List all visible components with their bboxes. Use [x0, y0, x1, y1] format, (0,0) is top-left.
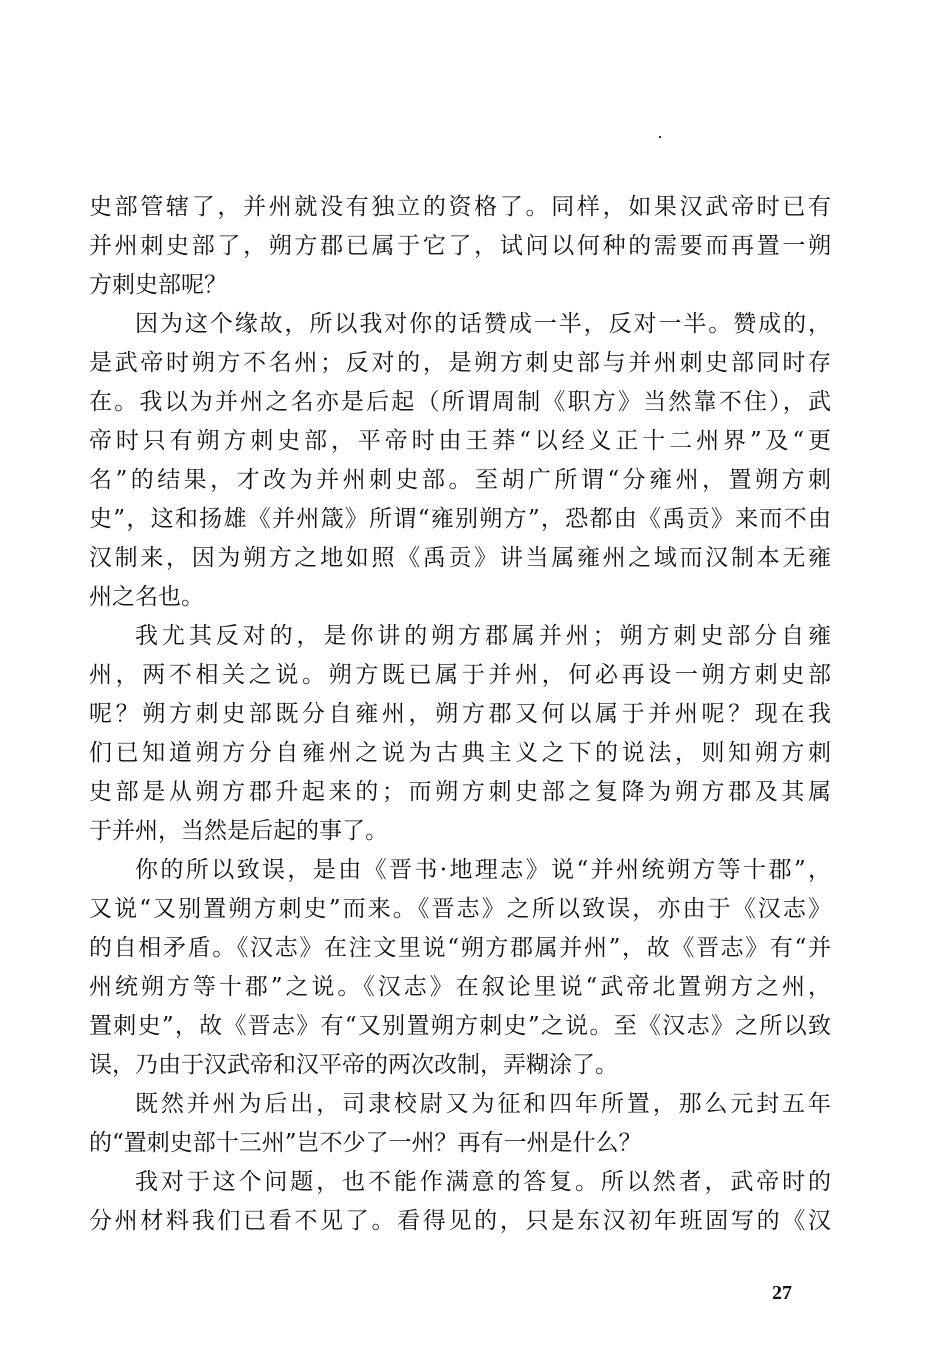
text-line: 汉制来，因为朔方之地如照《禹贡》讲当属雍州之域而汉制本无雍: [89, 545, 831, 571]
text-line: 并州刺史部了，朔方郡已属于它了，试问以何种的需要而再置一朔: [89, 233, 831, 259]
text-line: 我尤其反对的，是你讲的朔方郡属并州；朔方刺史部分自雍: [135, 623, 831, 649]
text-line: 的自相矛盾。《汉志》在注文里说“朔方郡属并州”，故《晋志》有“并: [89, 935, 831, 961]
text-line: 在。我以为并州之名亦是后起（所谓周制《职方》当然靠不住），武: [89, 389, 831, 415]
paragraph: [89, 851, 831, 1085]
page-number: 27: [772, 1282, 792, 1304]
paragraph: [89, 1163, 831, 1241]
text-line: 们已知道朔方分自雍州之说为古典主义之下的说法，则知朔方刺: [89, 740, 831, 766]
text-line: 方刺史部呢？: [89, 272, 227, 298]
text-line: 名”的结果，才改为并州刺史部。至胡广所谓“分雍州，置朔方刺: [89, 467, 831, 493]
paragraph: [89, 617, 831, 851]
text-line: 史部管辖了，并州就没有独立的资格了。同样，如果汉武帝时已有: [89, 194, 831, 220]
text-line: 置刺史”，故《晋志》有“又别置朔方刺史”之说。至《汉志》之所以致: [89, 1013, 831, 1039]
text-line: 史部是从朔方郡升起来的；而朔方刺史部之复降为朔方郡及其属: [89, 779, 831, 805]
text-line: 误，乃由于汉武帝和汉平帝的两次改制，弄糊涂了。: [89, 1052, 618, 1078]
text-line: 州统朔方等十郡”之说。《汉志》在叙论里说“武帝北置朔方之州，: [89, 974, 831, 1000]
text-line: 州，两不相关之说。朔方既已属于并州，何必再设一朔方刺史部: [89, 662, 831, 688]
ink-speck: [659, 136, 661, 138]
paragraph: [89, 1085, 831, 1163]
text-line: 因为这个缘故，所以我对你的话赞成一半，反对一半。赞成的，: [135, 311, 831, 337]
text-line: 既然并州为后出，司隶校尉又为征和四年所置，那么元封五年: [135, 1091, 831, 1117]
body-text: [89, 188, 831, 1241]
text-line: 呢？朔方刺史部既分自雍州，朔方郡又何以属于并州呢？现在我: [89, 701, 831, 727]
text-line: 史”，这和扬雄《并州箴》所谓“雍别朔方”，恐都由《禹贡》来而不由: [89, 506, 831, 532]
text-line: 州之名也。: [89, 584, 204, 610]
paragraph: [89, 188, 831, 305]
text-line: 是武帝时朔方不名州；反对的，是朔方刺史部与并州刺史部同时存: [89, 350, 831, 376]
text-line: 帝时只有朔方刺史部，平帝时由王莽“以经义正十二州界”及“更: [89, 428, 831, 454]
text-line: 我对于这个问题，也不能作满意的答复。所以然者，武帝时的: [135, 1169, 831, 1195]
text-line: 分州材料我们已看不见了。看得见的，只是东汉初年班固写的《汉: [89, 1208, 831, 1234]
paragraph: [89, 305, 831, 617]
text-line: 又说“又别置朔方刺史”而来。《晋志》之所以致误，亦由于《汉志》: [89, 896, 831, 922]
text-line: 于并州，当然是后起的事了。: [89, 818, 388, 844]
text-line: 的“置刺史部十三州”岂不少了一州？再有一州是什么？: [89, 1130, 642, 1156]
text-line: 你的所以致误，是由《晋书·地理志》说“并州统朔方等十郡”，: [135, 857, 831, 883]
